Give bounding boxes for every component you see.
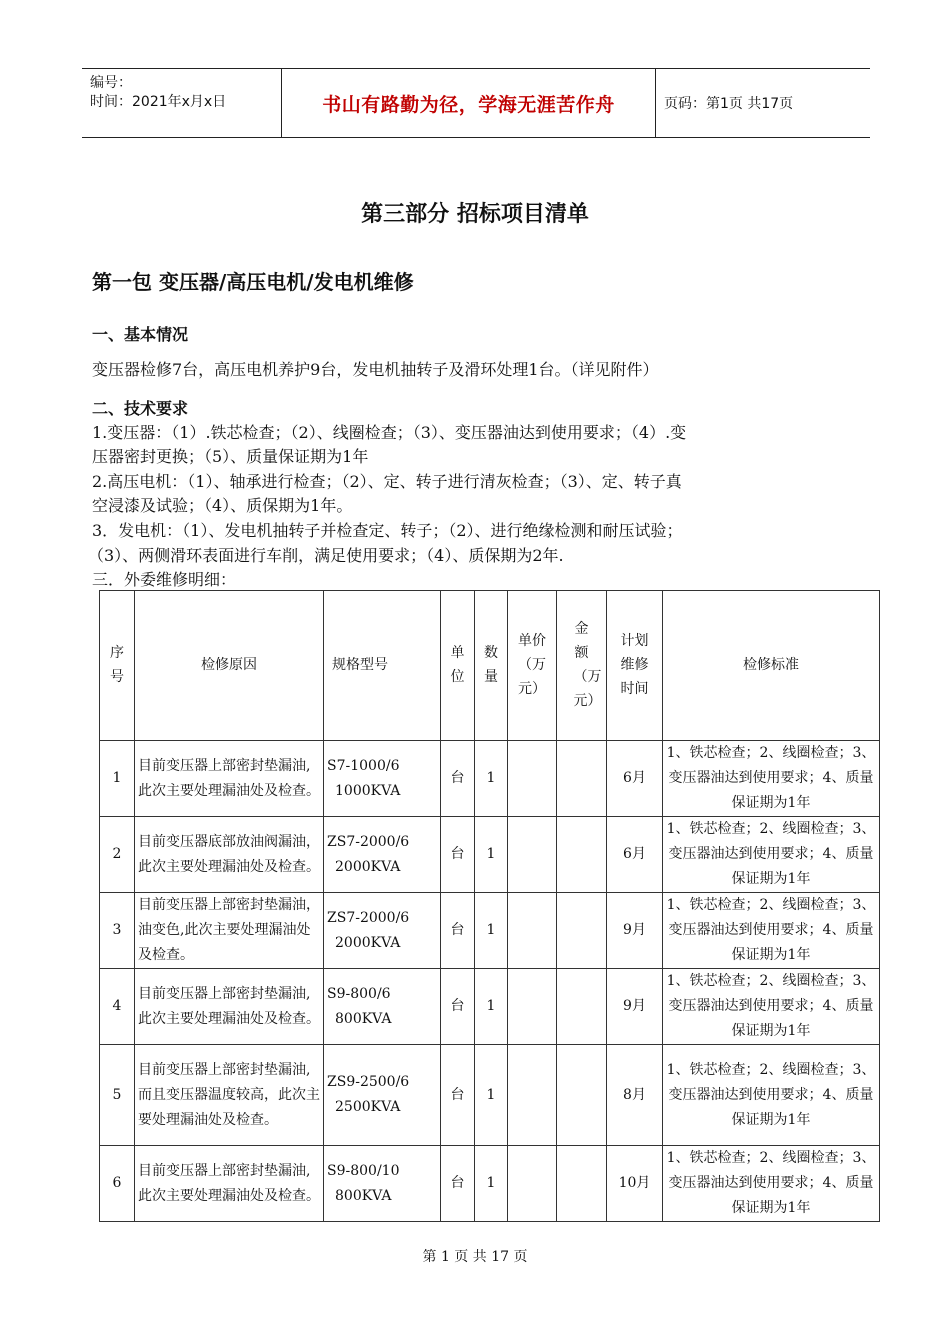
table-row — [100, 969, 880, 1045]
cell-spec — [324, 817, 441, 893]
tech-line: 3．发电机：（1）、发电机抽转子并检查定、转子；（2）、进行绝缘检测和耐压试验； — [92, 521, 683, 540]
cell-price — [508, 1146, 557, 1222]
cell-amount — [557, 1045, 607, 1146]
tech-line: 2.高压电机：（1）、轴承进行检查；（2）、定、转子进行清灰检查；（3）、定、转子真 — [92, 472, 682, 491]
cell-price — [508, 1045, 557, 1146]
cell-qty: 1 — [475, 969, 508, 1045]
cell-reason: 目前变压器上部密封垫漏油，油变色,此次主要处理漏油处及检查。 — [135, 893, 324, 969]
cell-spec — [324, 969, 441, 1045]
section-detail-heading: 三．外委维修明细： — [92, 570, 237, 589]
spec-capacity: 2500KVA — [335, 1099, 401, 1115]
table-row — [100, 1045, 880, 1146]
spec-model: ZS7-2000/6 — [327, 833, 410, 850]
spec-model: S7-1000/6 — [327, 757, 400, 774]
cell-qty: 1 — [475, 817, 508, 893]
cell-qty: 1 — [475, 741, 508, 817]
cell-amount — [557, 969, 607, 1045]
tech-line: 压器密封更换；（5）、质量保证期为1年 — [92, 447, 369, 466]
cell-unit: 台 — [441, 1146, 475, 1222]
cell-plan: 9月 — [607, 969, 663, 1045]
spec-model: ZS7-2000/6 — [327, 909, 410, 926]
header-motto: 书山有路勤为径，学海无涯苦作舟 — [281, 69, 656, 137]
table-row — [100, 893, 880, 969]
cell-amount — [557, 741, 607, 817]
table-row — [100, 1146, 880, 1222]
cell-price — [508, 969, 557, 1045]
cell-plan: 8月 — [607, 1045, 663, 1146]
spec-capacity: 800KVA — [335, 1010, 392, 1027]
table-row — [100, 817, 880, 893]
table-header-row — [100, 591, 880, 741]
cell-reason: 目前变压器上部密封垫漏油,此次主要处理漏油处及检查。 — [135, 1146, 324, 1222]
cell-unit: 台 — [441, 741, 475, 817]
cell-reason: 目前变压器底部放油阀漏油，此次主要处理漏油处及检查。 — [135, 817, 324, 893]
header-page-info: 页码：第1页 共17页 — [664, 96, 794, 112]
page-header — [82, 68, 870, 138]
cell-reason: 目前变压器上部密封垫漏油,此次主要处理漏油处及检查。 — [135, 969, 324, 1045]
cell-reason: 目前变压器上部密封垫漏油,此次主要处理漏油处及检查。 — [135, 741, 324, 817]
spec-capacity: 800KVA — [335, 1187, 392, 1204]
doc-date-label: 时间：2021年x月x日 — [90, 94, 227, 110]
cell-unit: 台 — [441, 1045, 475, 1146]
cell-seq: 1 — [100, 741, 135, 817]
section-basic-heading: 一、基本情况 — [92, 325, 189, 344]
cell-standard: 1、铁芯检查；2、线圈检查；3、变压器油达到使用要求；4、质量保证期为1年 — [663, 741, 880, 817]
cell-seq: 2 — [100, 817, 135, 893]
col-seq-header: 序号 — [100, 591, 135, 741]
cell-standard: 1、铁芯检查；2、线圈检查；3、变压器油达到使用要求；4、质量保证期为1年 — [663, 817, 880, 893]
col-price-header: 单价（万元） — [508, 591, 557, 741]
col-standard-header: 检修标准 — [663, 591, 880, 741]
cell-qty: 1 — [475, 1146, 508, 1222]
cell-spec — [324, 1146, 441, 1222]
cell-seq: 4 — [100, 969, 135, 1045]
col-reason-header: 检修原因 — [135, 591, 324, 741]
cell-spec — [324, 893, 441, 969]
spec-model: ZS9-2500/6 — [327, 1074, 410, 1090]
col-amount-header: 金额（万元） — [557, 591, 607, 741]
cell-plan: 6月 — [607, 817, 663, 893]
tech-line: （3）、两侧滑环表面进行车削，满足使用要求；（4）、质保期为2年. — [88, 546, 564, 565]
cell-seq: 6 — [100, 1146, 135, 1222]
spec-capacity: 1000KVA — [335, 782, 401, 799]
cell-plan: 6月 — [607, 741, 663, 817]
cell-unit: 台 — [441, 893, 475, 969]
cell-standard: 1、铁芯检查；2、线圈检查；3、变压器油达到使用要求；4、质量保证期为1年 — [663, 1146, 880, 1222]
cell-seq: 5 — [100, 1045, 135, 1146]
cell-qty: 1 — [475, 1045, 508, 1146]
col-unit-header: 单位 — [441, 591, 475, 741]
page-footer: 第 1 页 共 17 页 — [422, 1249, 528, 1265]
cell-amount — [557, 817, 607, 893]
cell-seq: 3 — [100, 893, 135, 969]
cell-plan: 9月 — [607, 893, 663, 969]
cell-amount — [557, 1146, 607, 1222]
section-basic-text: 变压器检修7台，高压电机养护9台，发电机抽转子及滑环处理1台。（详见附件） — [92, 360, 659, 379]
col-qty-header: 数量 — [475, 591, 508, 741]
cell-plan: 10月 — [607, 1146, 663, 1222]
page-title: 第三部分 招标项目清单 — [361, 202, 589, 227]
tech-line: 空浸漆及试验；（4）、质保期为1年。 — [92, 496, 353, 515]
section-tech-heading: 二、技术要求 — [92, 399, 189, 418]
spec-model: S9-800/6 — [327, 985, 391, 1002]
cell-qty: 1 — [475, 893, 508, 969]
cell-standard: 1、铁芯检查；2、线圈检查；3、变压器油达到使用要求；4、质量保证期为1年 — [663, 969, 880, 1045]
tech-line: 1.变压器：（1）.铁芯检查；（2）、线圈检查；（3）、变压器油达到使用要求；（4）.变 — [92, 423, 687, 442]
col-plan-header: 计划维修时间 — [607, 591, 663, 741]
spec-capacity: 2000KVA — [335, 934, 401, 951]
cell-standard: 1、铁芯检查；2、线圈检查；3、变压器油达到使用要求；4、质量保证期为1年 — [663, 893, 880, 969]
package-title: 第一包 变压器/高压电机/发电机维修 — [92, 270, 414, 294]
table-row — [100, 741, 880, 817]
cell-unit: 台 — [441, 969, 475, 1045]
cell-price — [508, 893, 557, 969]
cell-unit: 台 — [441, 817, 475, 893]
spec-model: S9-800/10 — [327, 1162, 400, 1179]
spec-capacity: 2000KVA — [335, 858, 401, 875]
header-meta — [82, 69, 281, 137]
col-spec-header: 规格型号 — [324, 591, 441, 741]
cell-standard: 1、铁芯检查；2、线圈检查；3、变压器油达到使用要求；4、质量保证期为1年 — [663, 1045, 880, 1146]
cell-reason: 目前变压器上部密封垫漏油,而且变压器温度较高，此次主要处理漏油处及检查。 — [135, 1045, 324, 1146]
cell-spec — [324, 741, 441, 817]
repair-items-table — [99, 590, 880, 1222]
cell-spec — [324, 1045, 441, 1146]
cell-price — [508, 817, 557, 893]
cell-amount — [557, 893, 607, 969]
doc-number-label: 编号： — [90, 75, 132, 91]
cell-price — [508, 741, 557, 817]
